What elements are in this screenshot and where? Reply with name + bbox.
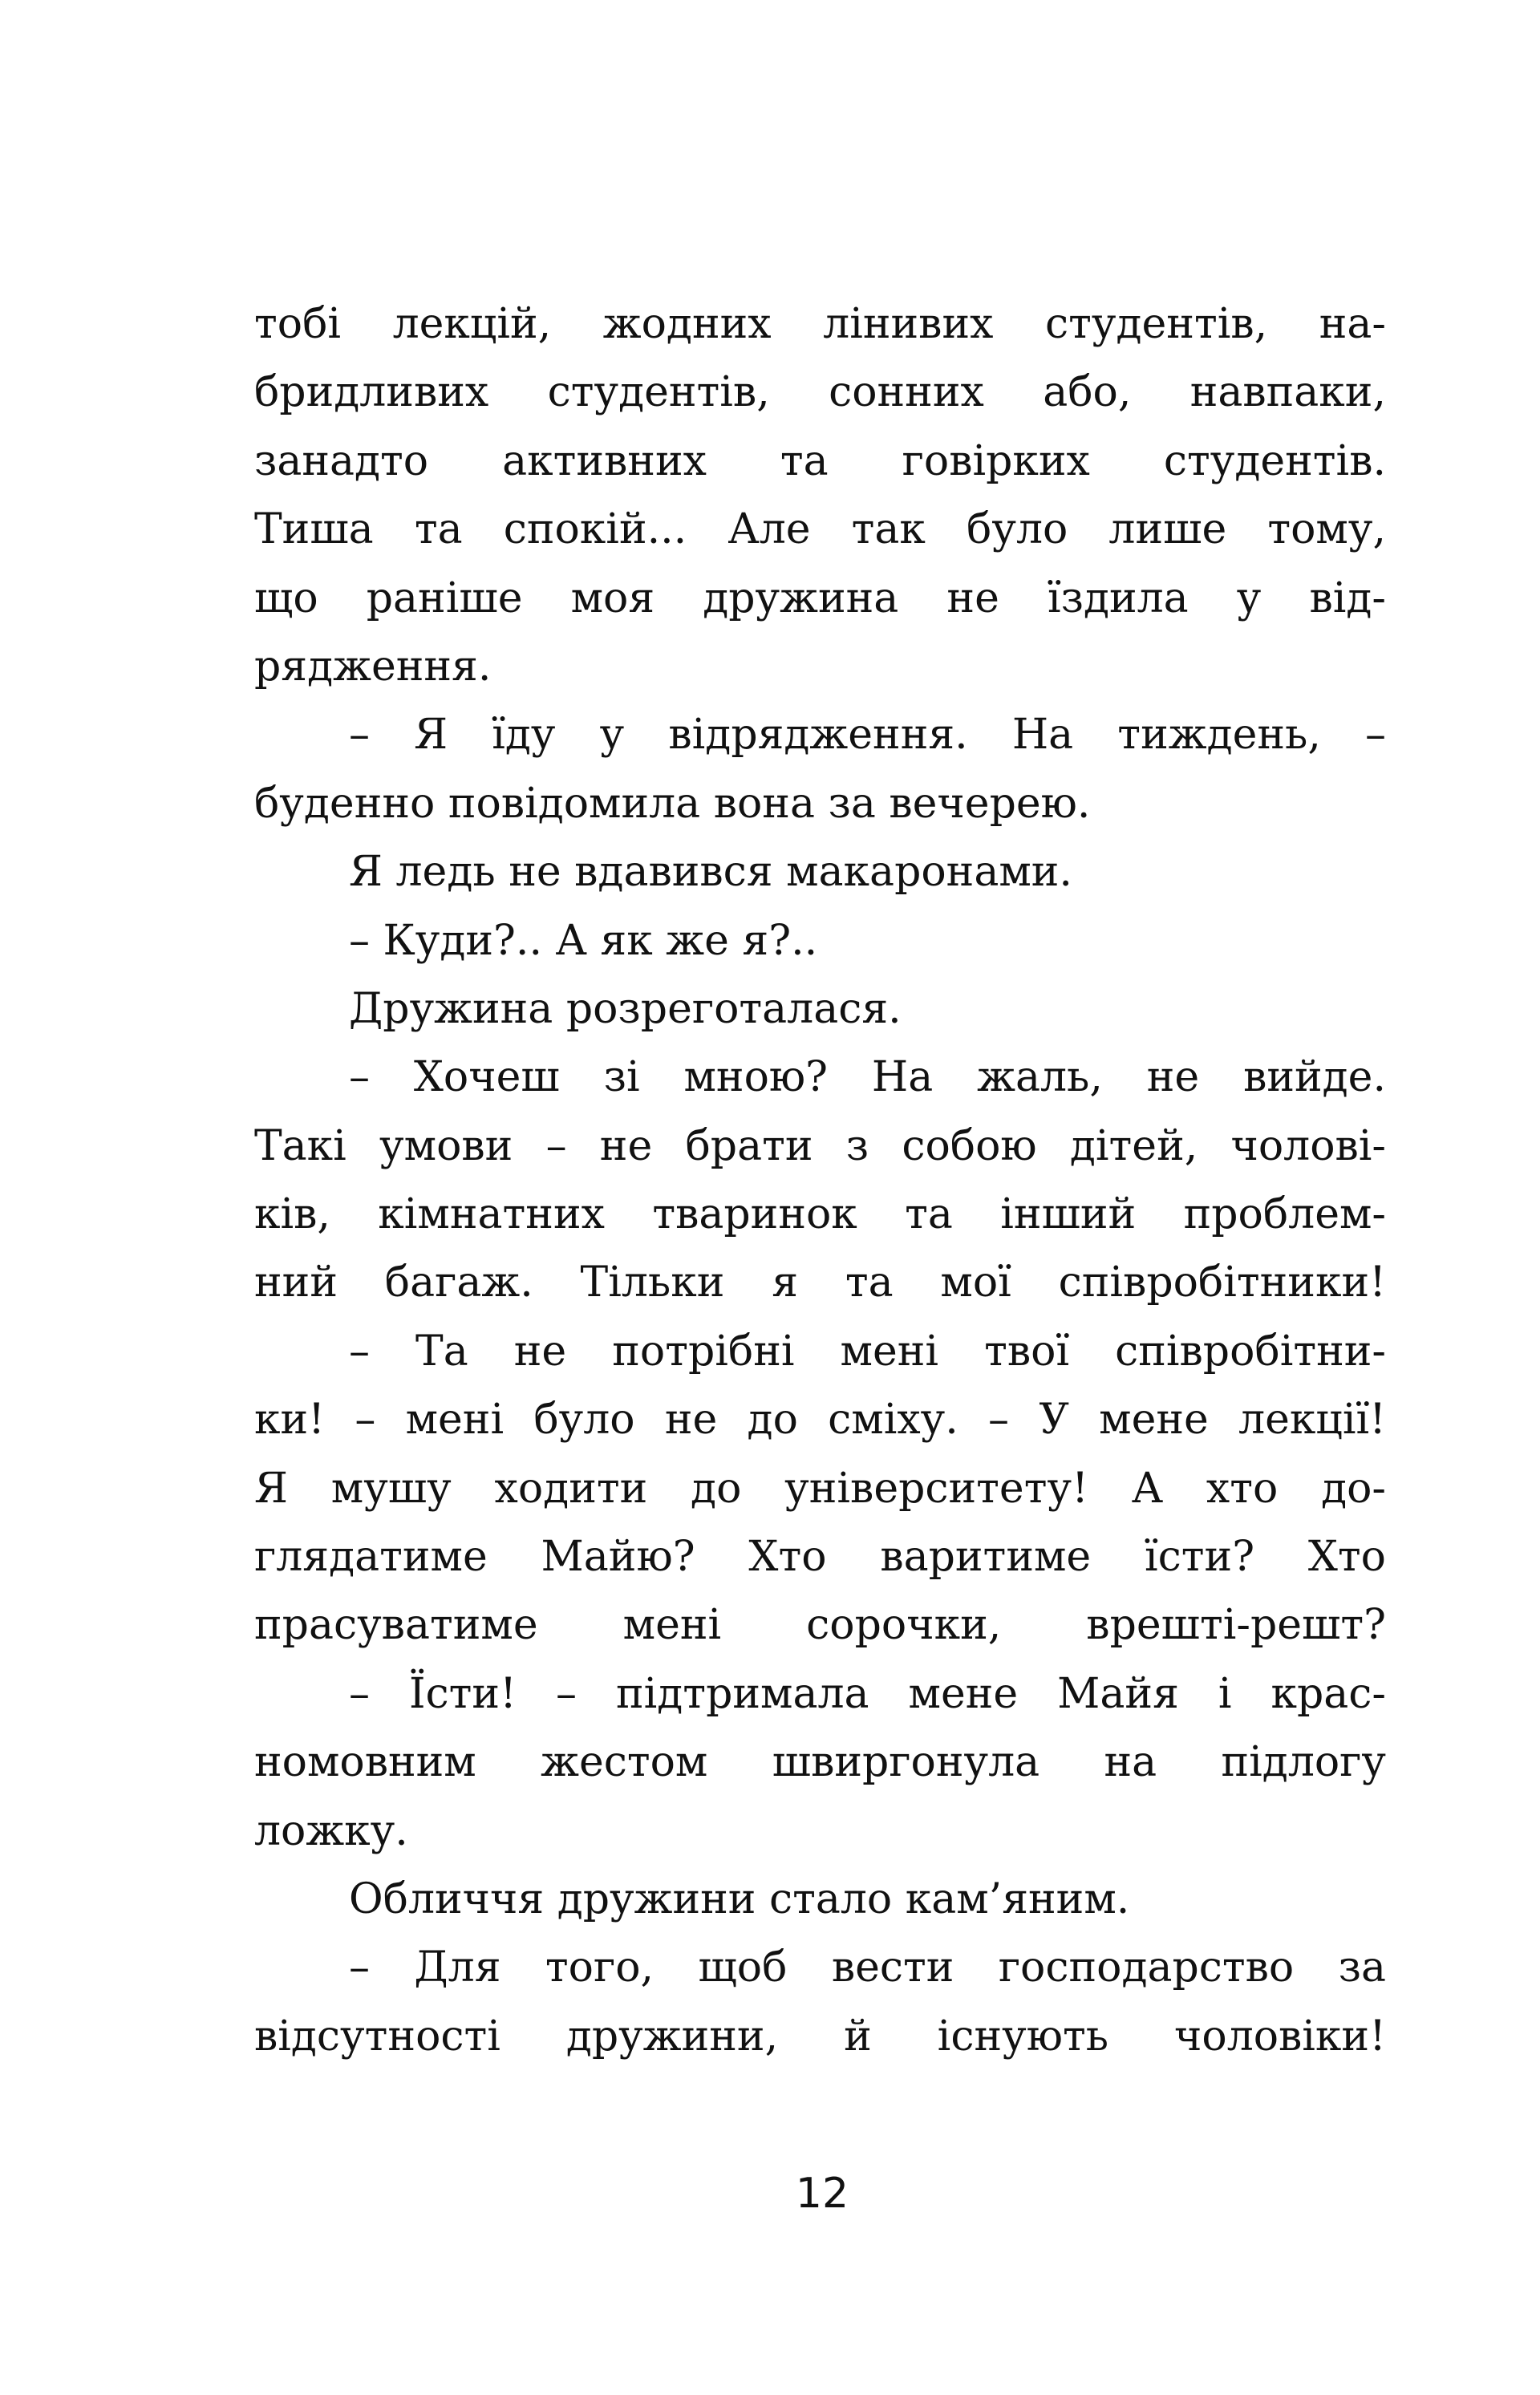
- text-line: – Хочеш зі мною? На жаль, не вийде.: [349, 1053, 1386, 1102]
- text-line: – Та не потрібні мені твої співробітни-: [349, 1327, 1386, 1376]
- text-line: бридливих студентів, сонних або, навпаки,: [254, 368, 1386, 417]
- text-line: ложку.: [254, 1806, 408, 1855]
- text-line: ки! – мені було не до сміху. – У мене лекції!: [254, 1396, 1386, 1445]
- page-number: 12: [795, 2170, 849, 2218]
- text-line: Тиша та спокій... Але так було лише тому,: [254, 505, 1386, 554]
- text-line: відсутності дружини, й існують чоловіки!: [254, 2012, 1386, 2061]
- text-line: – Куди?.. А як же я?..: [349, 916, 818, 965]
- text-line: номовним жестом швиргонула на підлогу: [254, 1738, 1386, 1787]
- text-line: – Їсти! – підтримала мене Майя і крас-: [349, 1669, 1386, 1718]
- text-line: занадто активних та говірких студентів.: [254, 436, 1386, 485]
- text-line: Я мушу ходити до університету! А хто до-: [254, 1464, 1386, 1513]
- text-line: глядатиме Майю? Хто варитиме їсти? Хто: [254, 1533, 1386, 1582]
- text-line: рядження.: [254, 642, 492, 691]
- text-line: ний багаж. Тільки я та мої співробітники!: [254, 1258, 1386, 1307]
- text-line: ків, кімнатних тваринок та інший проблем-: [254, 1190, 1386, 1239]
- text-line: – Я їду у відрядження. На тиждень, –: [349, 711, 1386, 760]
- text-line: що раніше моя дружина не їздила у від-: [254, 573, 1386, 622]
- text-line: прасуватиме мені сорочки, врешті-решт?: [254, 1601, 1386, 1650]
- text-line: Такі умови – не брати з собою дітей, чолові-: [254, 1121, 1386, 1170]
- page-body-text: [254, 290, 1386, 2071]
- text-line: – Для того, щоб вести господарство за: [349, 1943, 1386, 1992]
- text-line: буденно повідомила вона за вечерею.: [254, 779, 1091, 828]
- text-line: Я ледь не вдавився макаронами.: [349, 848, 1072, 897]
- text-line: Обличчя дружини стало кам’яним.: [349, 1874, 1130, 1923]
- text-line: Дружина розреготалася.: [349, 984, 902, 1033]
- text-line: тобі лекцій, жодних лінивих студентів, на-: [254, 300, 1386, 348]
